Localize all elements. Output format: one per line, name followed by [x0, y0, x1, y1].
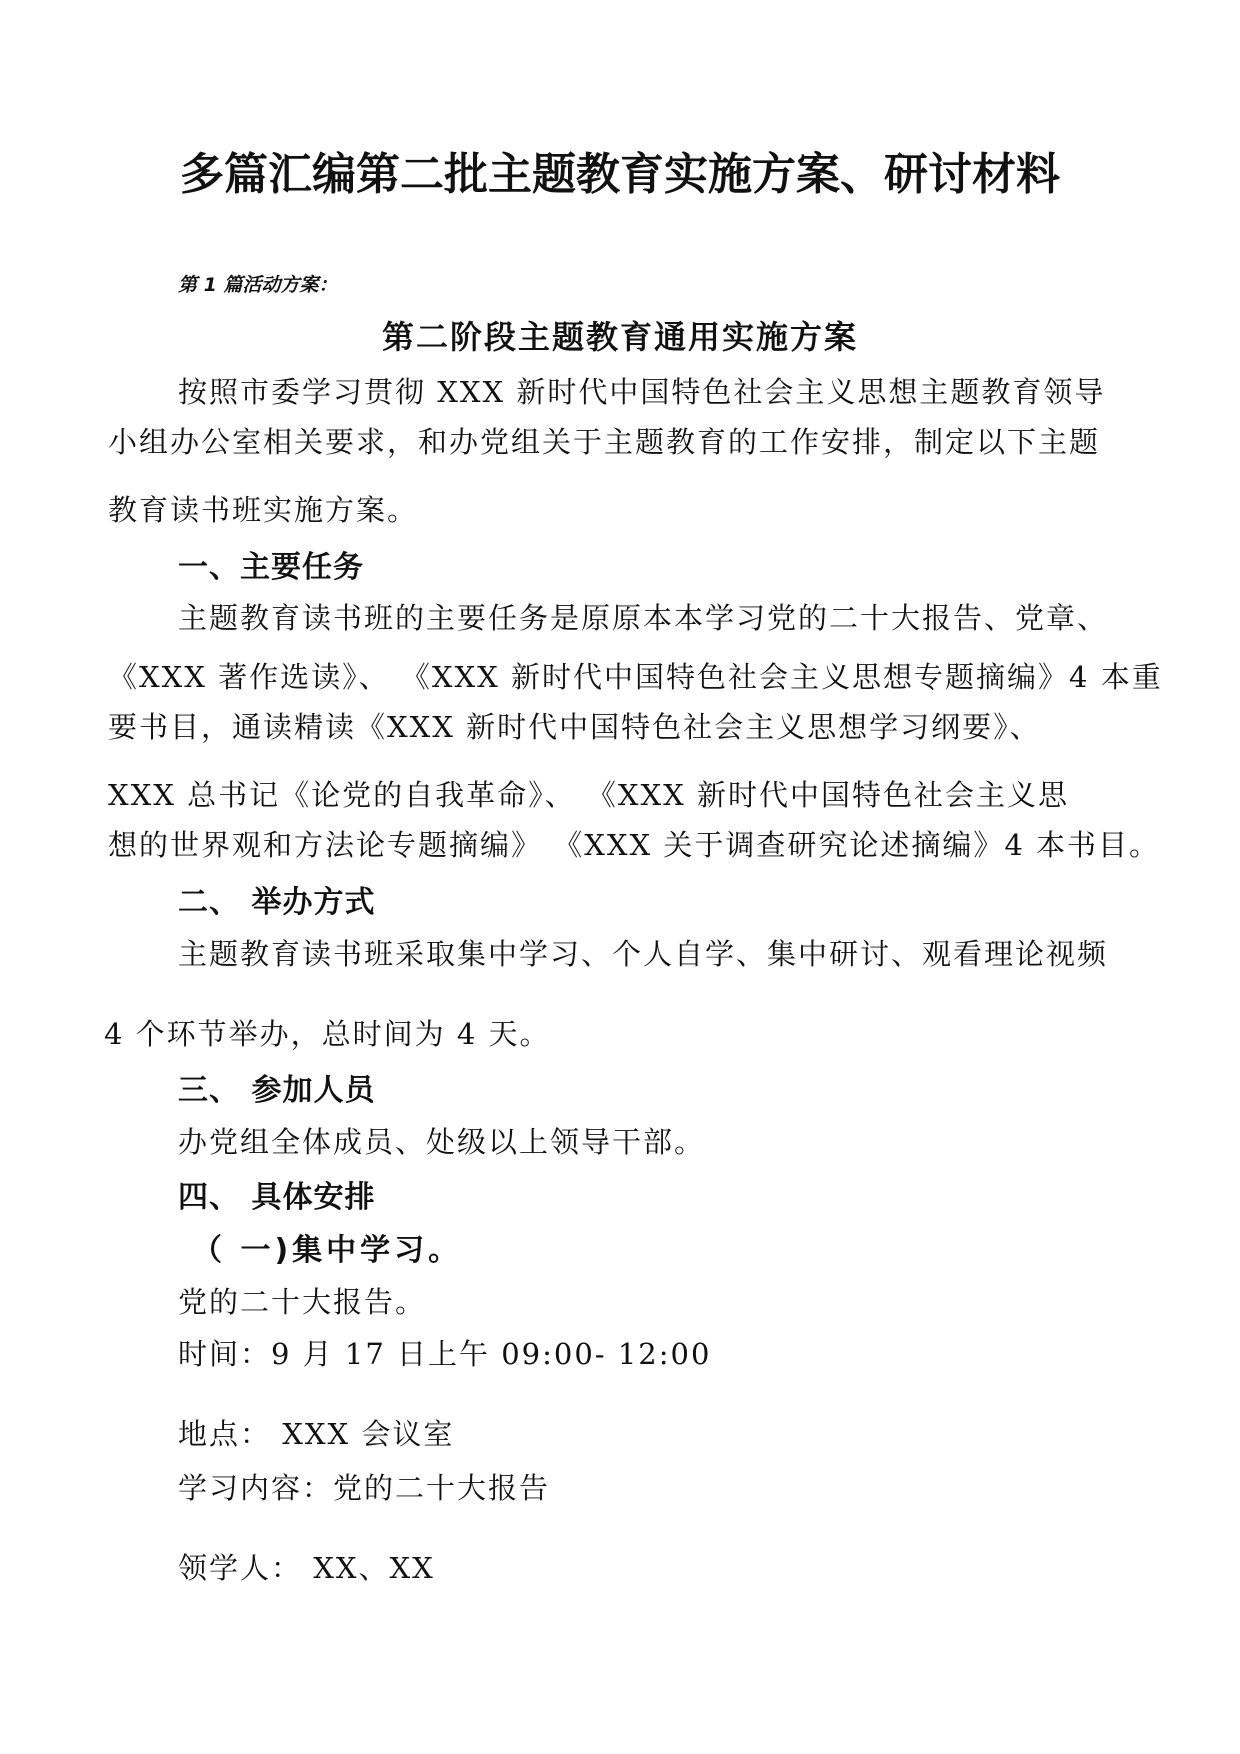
schedule-time: 时间：9 月 17 日上午 09:00- 12:00 [178, 1337, 712, 1371]
document-title: 多篇汇编第二批主题教育实施方案、研讨材料 [180, 149, 1060, 200]
tasks-line-1: 主题教育读书班的主要任务是原原本本学习党的二十大报告、党章、 [178, 601, 1109, 635]
tasks-line-4: XXX 总书记《论党的自我革命》、 《XXX 新时代中国特色社会主义思 [108, 778, 1070, 812]
participants-line-1: 办党组全体成员、处级以上领导干部。 [178, 1125, 706, 1159]
schedule-content: 学习内容：党的二十大报告 [178, 1471, 551, 1505]
schedule-leader: 领学人： XX、XX [178, 1551, 435, 1585]
tasks-line-2: 《XXX 著作选读》、 《XXX 新时代中国特色社会主义思想专题摘编》4 本重 [108, 660, 1163, 694]
intro-line-2: 小组办公室相关要求，和办党组关于主题教育的工作安排，制定以下主题 [108, 425, 1101, 459]
plan-subtitle: 第二阶段主题教育通用实施方案 [381, 318, 858, 356]
format-line-1: 主题教育读书班采取集中学习、个人自学、集中研讨、观看理论视频 [178, 937, 1109, 971]
intro-line-1: 按照市委学习贯彻 XXX 新时代中国特色社会主义思想主题教育领导 [178, 375, 1106, 409]
tasks-line-3: 要书目，通读精读《XXX 新时代中国特色社会主义思想学习纲要》、 [108, 710, 1041, 744]
intro-line-3: 教育读书班实施方案。 [108, 493, 419, 527]
format-line-2: 4 个环节举办，总时间为 4 天。 [104, 1017, 551, 1051]
schedule-location: 地点： XXX 会议室 [178, 1417, 455, 1451]
section-heading-tasks: 一、主要任务 [178, 550, 364, 585]
part-label: 第 1 篇活动方案： [178, 274, 338, 296]
section-heading-schedule: 四、 具体安排 [178, 1180, 376, 1215]
section-heading-participants: 三、 参加人员 [178, 1073, 376, 1108]
subsection-heading-group-study: （ 一)集中学习。 [192, 1233, 463, 1268]
schedule-topic: 党的二十大报告。 [178, 1285, 427, 1319]
section-heading-format: 二、 举办方式 [178, 885, 376, 920]
tasks-line-5: 想的世界观和方法论专题摘编》 《XXX 关于调查研究论述摘编》4 本书目。 [108, 828, 1161, 862]
